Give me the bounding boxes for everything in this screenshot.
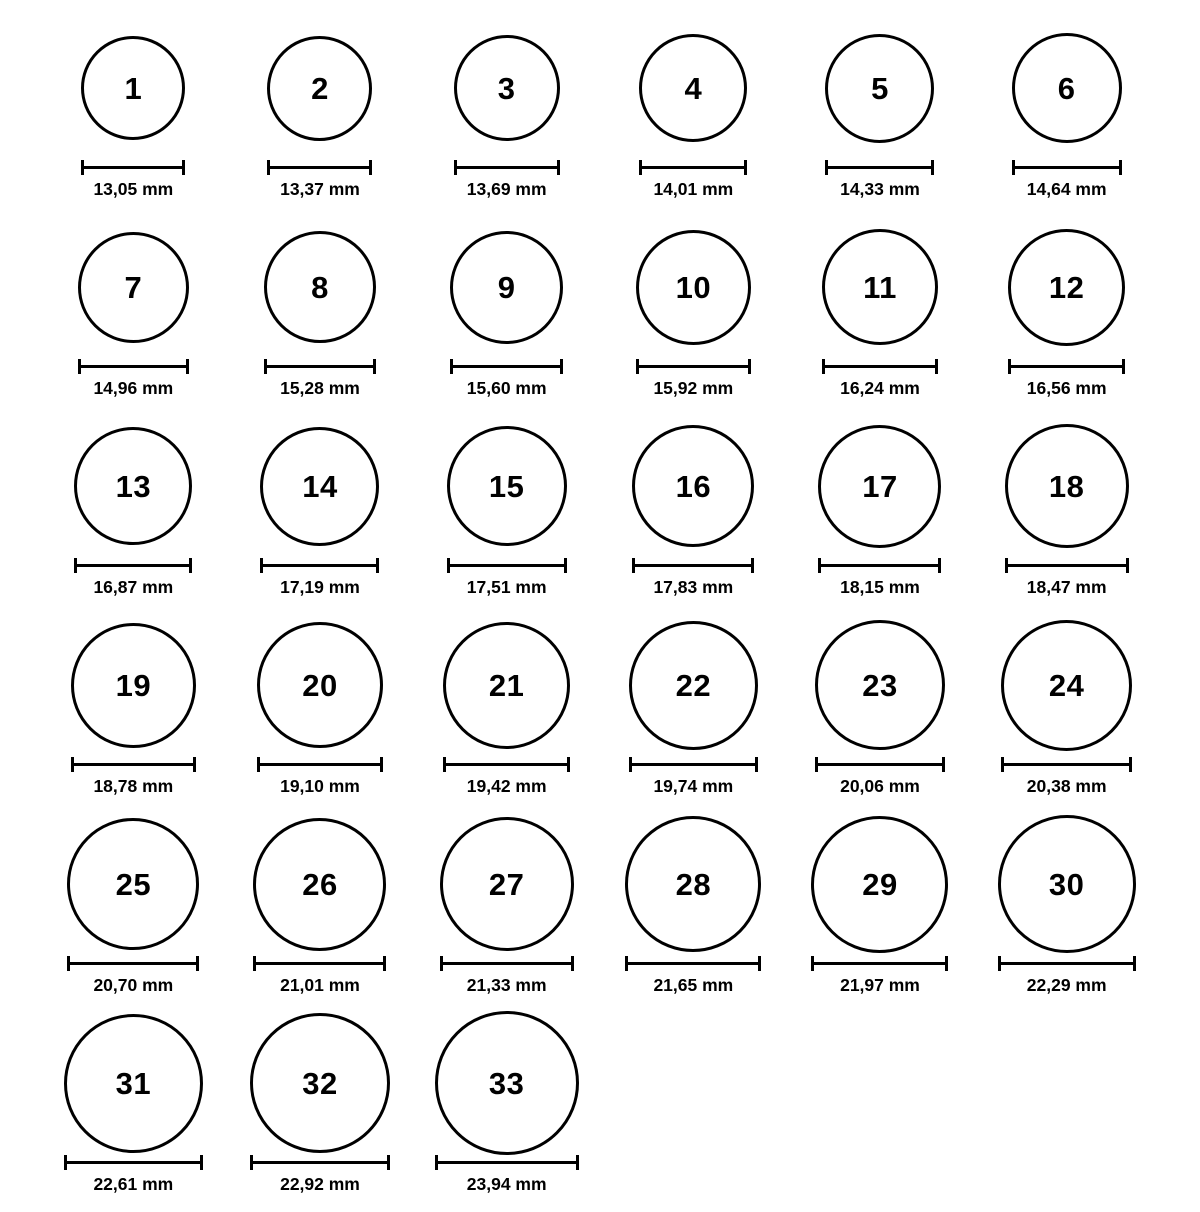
ruler-bar [447, 564, 567, 567]
ruler-bar [64, 1161, 203, 1164]
ring-size-number: 3 [497, 70, 516, 106]
ring-size-number: 20 [302, 667, 338, 703]
ring-circle-icon [443, 622, 570, 749]
ruler-bar [81, 166, 185, 169]
ring-circle-icon [815, 620, 945, 750]
ruler-tick-right [758, 956, 761, 971]
ring-circle-wrapper [822, 217, 938, 357]
diameter-label: 21,01 mm [280, 975, 360, 995]
diameter-ruler-icon [81, 160, 185, 174]
ruler-tick-left [825, 160, 828, 175]
ruler-tick-right [942, 757, 945, 772]
ring-size-grid [40, 18, 1160, 1212]
ring-size-number: 32 [302, 1065, 338, 1101]
ruler-bar [636, 365, 751, 368]
ruler-tick-left [1005, 558, 1008, 573]
ring-circle-icon [264, 231, 376, 343]
diameter-ruler-icon [267, 160, 372, 174]
ruler-bar [632, 564, 754, 567]
ruler-bar [450, 365, 563, 368]
ring-circle-icon [1012, 33, 1122, 143]
ruler-tick-left [71, 757, 74, 772]
ruler-tick-left [78, 359, 81, 374]
diameter-ruler-icon [818, 558, 941, 572]
ring-size-cell [413, 416, 600, 615]
ring-circle-wrapper [74, 416, 192, 556]
ring-circle-wrapper [440, 814, 574, 954]
ring-size-cell [413, 217, 600, 416]
ring-size-number: 17 [862, 468, 898, 504]
ruler-tick-right [189, 558, 192, 573]
ruler-tick-right [748, 359, 751, 374]
diameter-ruler-icon [443, 757, 570, 771]
ring-size-cell [227, 814, 414, 1013]
ring-size-number: 30 [1048, 866, 1085, 902]
ruler-tick-right [186, 359, 189, 374]
diameter-label: 18,15 mm [840, 577, 920, 597]
ruler-tick-right [1129, 757, 1132, 772]
ring-size-cell [787, 217, 974, 416]
ring-size-cell [973, 814, 1160, 1013]
ring-circle-icon [447, 426, 567, 546]
ring-circle-icon [1005, 424, 1129, 548]
ring-circle-wrapper [257, 615, 383, 755]
diameter-label: 14,64 mm [1026, 179, 1107, 199]
ring-size-number: 21 [488, 667, 525, 703]
ruler-tick-left [454, 160, 457, 175]
ruler-tick-right [1133, 956, 1136, 971]
ring-circle-wrapper [636, 217, 751, 357]
ring-size-number: 26 [302, 866, 338, 902]
ruler-tick-right [369, 160, 372, 175]
ruler-tick-right [376, 558, 379, 573]
diameter-ruler-icon [78, 359, 189, 373]
ring-size-cell [40, 416, 227, 615]
ruler-bar [440, 962, 574, 965]
ring-size-cell [40, 217, 227, 416]
diameter-ruler-icon [998, 956, 1136, 970]
ruler-bar [825, 166, 934, 169]
ring-circle-wrapper [825, 18, 934, 158]
diameter-ruler-icon [264, 359, 376, 373]
ring-size-number: 5 [871, 70, 889, 106]
diameter-ruler-icon [1012, 160, 1122, 174]
ruler-tick-left [257, 757, 260, 772]
diameter-label: 13,37 mm [280, 179, 360, 199]
diameter-label: 13,05 mm [93, 179, 174, 199]
diameter-ruler-icon [1008, 359, 1125, 373]
diameter-ruler-icon [257, 757, 383, 771]
ring-size-number: 15 [488, 468, 525, 504]
diameter-ruler-icon [440, 956, 574, 970]
ruler-tick-left [629, 757, 632, 772]
ruler-tick-left [250, 1155, 253, 1170]
ruler-bar [257, 763, 383, 766]
ring-size-number: 2 [311, 70, 329, 106]
diameter-ruler-icon [629, 757, 758, 771]
ring-circle-wrapper [71, 615, 196, 755]
ring-circle-wrapper [1001, 615, 1132, 755]
ruler-tick-right [373, 359, 376, 374]
ring-size-number: 9 [497, 269, 516, 305]
ruler-tick-right [935, 359, 938, 374]
ring-circle-icon [267, 36, 372, 141]
ruler-tick-right [567, 757, 570, 772]
ring-size-number: 22 [675, 667, 712, 703]
ring-size-cell [787, 615, 974, 814]
ring-circle-icon [639, 34, 747, 142]
ring-circle-wrapper [811, 814, 948, 954]
ruler-tick-right [196, 956, 199, 971]
ruler-tick-right [744, 160, 747, 175]
ring-circle-icon [250, 1013, 390, 1153]
ring-circle-icon [253, 818, 386, 951]
ruler-bar [639, 166, 747, 169]
diameter-ruler-icon [454, 160, 560, 174]
ring-circle-wrapper [454, 18, 560, 158]
ring-size-number: 27 [488, 866, 525, 902]
ruler-bar [998, 962, 1136, 965]
ring-circle-wrapper [264, 217, 376, 357]
ruler-tick-right [383, 956, 386, 971]
ruler-bar [815, 763, 945, 766]
ruler-tick-left [818, 558, 821, 573]
ring-size-number: 23 [862, 667, 898, 703]
ruler-bar [625, 962, 761, 965]
ring-circle-wrapper [447, 416, 567, 556]
diameter-label: 20,70 mm [93, 975, 174, 995]
ring-circle-icon [825, 34, 934, 143]
ruler-bar [1001, 763, 1132, 766]
ruler-tick-left [264, 359, 267, 374]
ring-circle-icon [67, 818, 199, 950]
ruler-tick-left [639, 160, 642, 175]
ruler-tick-right [576, 1155, 579, 1170]
ruler-tick-left [450, 359, 453, 374]
diameter-label: 17,83 mm [653, 577, 734, 597]
diameter-label: 19,10 mm [280, 776, 360, 796]
ring-size-cell [787, 18, 974, 217]
ring-size-number: 19 [115, 667, 152, 703]
ruler-tick-right [557, 160, 560, 175]
ring-size-number: 6 [1057, 70, 1076, 106]
ring-circle-wrapper [639, 18, 747, 158]
ruler-bar [253, 962, 386, 965]
ring-size-number: 25 [115, 866, 152, 902]
ring-circle-wrapper [1012, 18, 1122, 158]
ring-size-cell [227, 1013, 414, 1212]
ruler-tick-left [74, 558, 77, 573]
ring-size-number: 18 [1048, 468, 1085, 504]
ring-size-number: 28 [675, 866, 712, 902]
ring-circle-icon [71, 623, 196, 748]
ruler-bar [629, 763, 758, 766]
ruler-tick-right [564, 558, 567, 573]
ring-size-cell [40, 814, 227, 1013]
diameter-ruler-icon [435, 1155, 579, 1169]
ring-size-number: 1 [124, 70, 143, 106]
ring-circle-wrapper [818, 416, 941, 556]
ring-size-cell [413, 615, 600, 814]
ruler-bar [443, 763, 570, 766]
ring-circle-icon [822, 229, 938, 345]
ring-circle-icon [636, 230, 751, 345]
ring-size-number: 7 [124, 269, 143, 305]
ring-circle-icon [260, 427, 379, 546]
diameter-label: 16,87 mm [93, 577, 174, 597]
ruler-bar [71, 763, 196, 766]
diameter-label: 20,06 mm [840, 776, 920, 796]
ring-circle-icon [78, 232, 189, 343]
diameter-label: 15,60 mm [466, 378, 547, 398]
ruler-tick-right [1119, 160, 1122, 175]
ring-circle-icon [435, 1011, 579, 1155]
ring-circle-wrapper [632, 416, 754, 556]
ruler-tick-left [636, 359, 639, 374]
ring-circle-wrapper [253, 814, 386, 954]
ring-size-cell [600, 615, 787, 814]
diameter-label: 16,24 mm [840, 378, 920, 398]
diameter-ruler-icon [1005, 558, 1129, 572]
diameter-label: 14,01 mm [653, 179, 734, 199]
ruler-tick-left [822, 359, 825, 374]
ring-size-cell [40, 18, 227, 217]
diameter-label: 17,19 mm [280, 577, 360, 597]
ring-circle-icon [64, 1014, 203, 1153]
ruler-bar [1005, 564, 1129, 567]
ruler-tick-right [938, 558, 941, 573]
ruler-bar [811, 962, 948, 965]
ring-circle-wrapper [78, 217, 189, 357]
ring-size-cell [787, 814, 974, 1013]
diameter-ruler-icon [64, 1155, 203, 1169]
ruler-tick-left [81, 160, 84, 175]
ring-size-number: 29 [862, 866, 898, 902]
ring-size-cell [227, 416, 414, 615]
ruler-bar [264, 365, 376, 368]
diameter-label: 21,65 mm [653, 975, 734, 995]
ring-circle-icon [440, 817, 574, 951]
ring-size-number: 12 [1048, 269, 1085, 305]
ruler-tick-right [560, 359, 563, 374]
ruler-tick-left [998, 956, 1001, 971]
diameter-ruler-icon [825, 160, 934, 174]
ring-circle-icon [629, 621, 758, 750]
ring-size-cell [40, 1013, 227, 1212]
ruler-tick-left [67, 956, 70, 971]
ring-circle-icon [998, 815, 1136, 953]
ruler-bar [818, 564, 941, 567]
ruler-tick-left [447, 558, 450, 573]
ring-size-cell [973, 416, 1160, 615]
ruler-tick-left [811, 956, 814, 971]
diameter-ruler-icon [636, 359, 751, 373]
ring-size-number: 11 [863, 269, 897, 305]
ruler-bar [78, 365, 189, 368]
ring-circle-wrapper [81, 18, 185, 158]
ruler-bar [67, 962, 199, 965]
ring-size-number: 4 [684, 70, 703, 106]
ring-size-cell [227, 18, 414, 217]
diameter-ruler-icon [625, 956, 761, 970]
diameter-label: 14,96 mm [93, 378, 174, 398]
diameter-ruler-icon [253, 956, 386, 970]
ring-size-cell [600, 416, 787, 615]
ring-circle-wrapper [1005, 416, 1129, 556]
ring-circle-wrapper [450, 217, 563, 357]
ruler-tick-left [1008, 359, 1011, 374]
ruler-tick-right [200, 1155, 203, 1170]
diameter-ruler-icon [250, 1155, 390, 1169]
ring-size-cell [600, 217, 787, 416]
ring-size-cell [413, 18, 600, 217]
ruler-tick-right [387, 1155, 390, 1170]
ring-circle-wrapper [64, 1013, 203, 1153]
ring-size-number: 14 [302, 468, 338, 504]
diameter-ruler-icon [632, 558, 754, 572]
diameter-label: 18,78 mm [93, 776, 174, 796]
ring-circle-icon [818, 425, 941, 548]
diameter-ruler-icon [447, 558, 567, 572]
ruler-bar [1012, 166, 1122, 169]
ring-size-number: 8 [311, 269, 329, 305]
ring-circle-icon [454, 35, 560, 141]
diameter-ruler-icon [1001, 757, 1132, 771]
ring-size-cell [227, 217, 414, 416]
ruler-tick-left [64, 1155, 67, 1170]
ring-size-cell [413, 1013, 600, 1212]
ring-circle-icon [632, 425, 754, 547]
diameter-label: 22,92 mm [280, 1174, 360, 1194]
ring-circle-wrapper [435, 1013, 579, 1153]
ring-circle-wrapper [267, 18, 372, 158]
ruler-tick-left [260, 558, 263, 573]
ruler-tick-right [1126, 558, 1129, 573]
ruler-bar [435, 1161, 579, 1164]
diameter-ruler-icon [74, 558, 192, 572]
ring-circle-icon [450, 231, 563, 344]
ring-size-number: 13 [115, 468, 152, 504]
ruler-tick-right [755, 757, 758, 772]
ruler-tick-left [632, 558, 635, 573]
ring-circle-icon [257, 622, 383, 748]
ruler-tick-left [815, 757, 818, 772]
ring-size-number: 31 [115, 1065, 152, 1101]
diameter-label: 22,29 mm [1026, 975, 1107, 995]
ring-circle-wrapper [260, 416, 379, 556]
ring-circle-wrapper [67, 814, 199, 954]
diameter-ruler-icon [67, 956, 199, 970]
ring-size-cell [600, 18, 787, 217]
ruler-tick-right [571, 956, 574, 971]
ring-size-number: 33 [488, 1065, 525, 1101]
ring-circle-wrapper [250, 1013, 390, 1153]
ring-size-cell [413, 814, 600, 1013]
ring-circle-icon [1001, 620, 1132, 751]
diameter-label: 17,51 mm [466, 577, 547, 597]
diameter-label: 15,92 mm [653, 378, 734, 398]
ring-circle-wrapper [625, 814, 761, 954]
diameter-label: 21,97 mm [840, 975, 920, 995]
ruler-bar [1008, 365, 1125, 368]
ring-circle-icon [74, 427, 192, 545]
ring-size-cell [600, 814, 787, 1013]
ruler-tick-right [945, 956, 948, 971]
ruler-bar [260, 564, 379, 567]
ruler-bar [74, 564, 192, 567]
ruler-tick-right [193, 757, 196, 772]
diameter-ruler-icon [260, 558, 379, 572]
ruler-tick-right [1122, 359, 1125, 374]
ring-size-cell [40, 615, 227, 814]
ring-circle-icon [811, 816, 948, 953]
ring-circle-icon [625, 816, 761, 952]
diameter-label: 15,28 mm [280, 378, 360, 398]
ring-circle-wrapper [1008, 217, 1125, 357]
diameter-ruler-icon [639, 160, 747, 174]
ruler-tick-right [751, 558, 754, 573]
diameter-label: 22,61 mm [93, 1174, 174, 1194]
ring-size-cell [973, 615, 1160, 814]
ruler-tick-right [182, 160, 185, 175]
ruler-bar [454, 166, 560, 169]
ring-size-cell [227, 615, 414, 814]
ring-circle-icon [1008, 229, 1125, 346]
ring-size-cell [787, 416, 974, 615]
diameter-label: 23,94 mm [466, 1174, 547, 1194]
ruler-bar [822, 365, 938, 368]
ruler-tick-left [253, 956, 256, 971]
diameter-ruler-icon [71, 757, 196, 771]
ruler-tick-left [440, 956, 443, 971]
ruler-tick-right [380, 757, 383, 772]
diameter-label: 20,38 mm [1026, 776, 1107, 796]
diameter-ruler-icon [815, 757, 945, 771]
ring-size-number: 24 [1048, 667, 1085, 703]
diameter-ruler-icon [822, 359, 938, 373]
diameter-label: 14,33 mm [840, 179, 920, 199]
ring-circle-icon [81, 36, 185, 140]
ruler-tick-left [267, 160, 270, 175]
ring-circle-wrapper [815, 615, 945, 755]
ring-circle-wrapper [998, 814, 1136, 954]
diameter-label: 13,69 mm [466, 179, 547, 199]
ruler-tick-left [1001, 757, 1004, 772]
ring-size-number: 16 [675, 468, 712, 504]
diameter-label: 16,56 mm [1026, 378, 1107, 398]
diameter-label: 19,42 mm [466, 776, 547, 796]
ring-size-cell [973, 18, 1160, 217]
ruler-bar [267, 166, 372, 169]
ruler-tick-left [443, 757, 446, 772]
diameter-label: 19,74 mm [653, 776, 734, 796]
diameter-label: 21,33 mm [466, 975, 547, 995]
ring-circle-wrapper [629, 615, 758, 755]
ring-size-cell [973, 217, 1160, 416]
diameter-ruler-icon [811, 956, 948, 970]
ruler-tick-left [625, 956, 628, 971]
ruler-tick-left [435, 1155, 438, 1170]
ring-size-number: 10 [675, 269, 712, 305]
ruler-tick-left [1012, 160, 1015, 175]
ruler-tick-right [931, 160, 934, 175]
ruler-bar [250, 1161, 390, 1164]
diameter-ruler-icon [450, 359, 563, 373]
diameter-label: 18,47 mm [1026, 577, 1107, 597]
ring-circle-wrapper [443, 615, 570, 755]
